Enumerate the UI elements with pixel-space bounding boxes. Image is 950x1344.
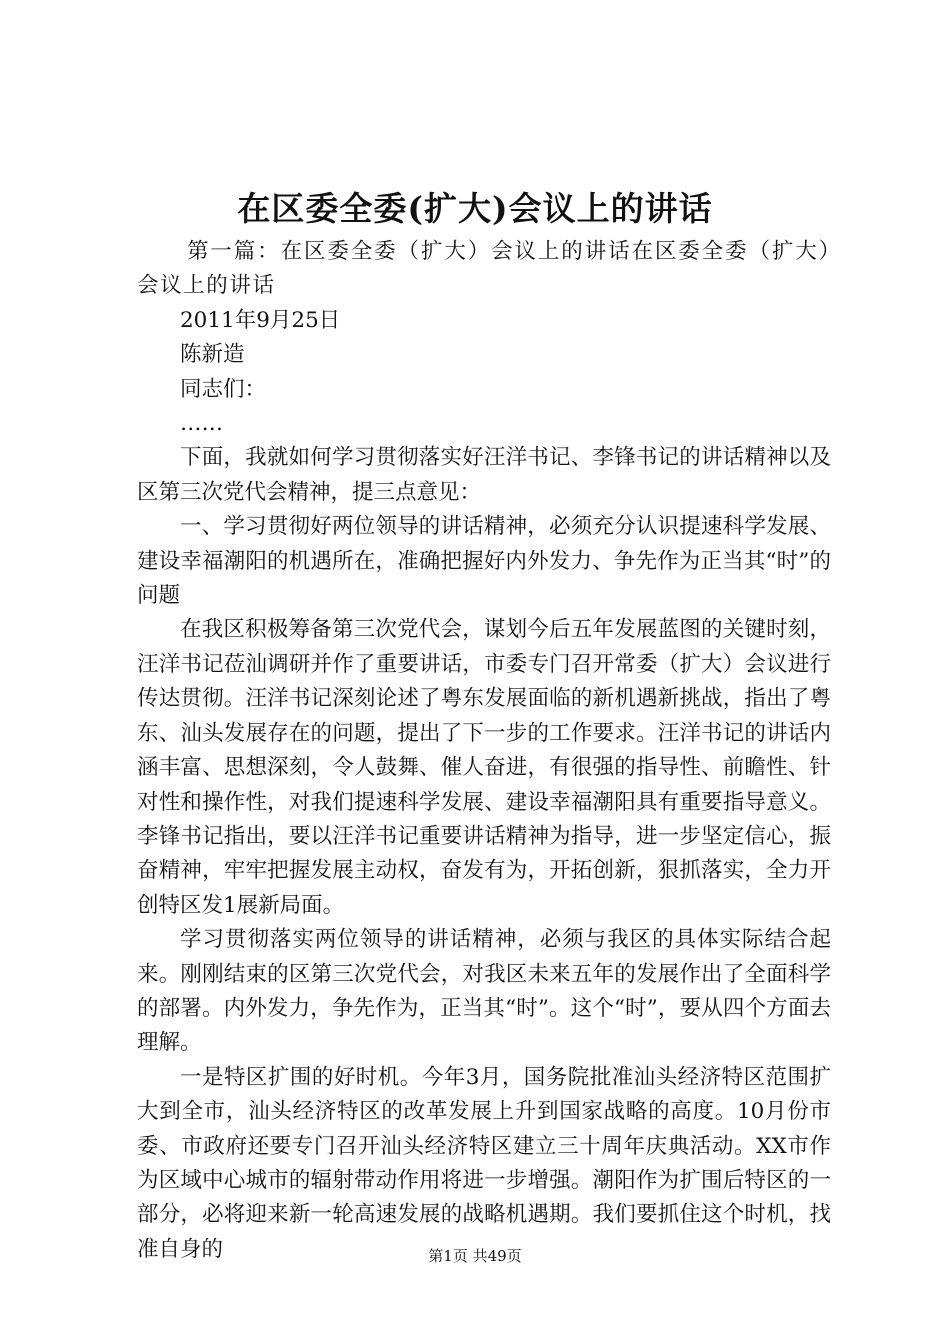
paragraph: 一、学习贯彻好两位领导的讲话精神，必须充分认识提速科学发展、建设幸福潮阳的机遇所在，准确把握好内外发力、争先作为正当其“时”的问题 (137, 514, 831, 609)
document-body (137, 235, 831, 1267)
salutation: 同志们： (180, 376, 267, 402)
document-title: 在区委全委(扩大)会议上的讲话 (237, 189, 713, 228)
paragraph: 在我区积极筹备第三次党代会，谋划今后五年发展蓝图的关键时刻，汪洋书记莅汕调研并作了重要讲话，市委专门召开常委（扩大）会议进行传达贯彻。汪洋书记深刻论述了粤东发展面临的新机遇新挑战，指出了粤东、汕头发展存在的问题，提出了下一步的工作要求。汪洋书记的讲话内涵丰富、思想深刻，令人鼓舞、催人奋进，有很强的指导性、前瞻性、针对性和操作性，对我们提速科学发展、建设幸福潮阳具有重要指导意义。李锋书记指出，要以汪洋书记重要讲话精神为指导，进一步坚定信心，振奋精神，牢牢把握发展主动权，奋发有为，开拓创新，狠抓落实，全力开创特区发1展新局面。 (137, 617, 831, 918)
ellipsis: …… (180, 411, 223, 437)
speaker-name: 陈新造 (180, 342, 245, 368)
paragraph: 下面，我就如何学习贯彻落实好汪洋书记、李锋书记的讲话精神以及区第三次党代会精神，提三点意见： (137, 445, 831, 505)
speech-date: 2011年9月25日 (180, 307, 341, 333)
intro-line: 第一篇：在区委全委（扩大）会议上的讲话在区委全委（扩大）会议上的讲话 (137, 239, 831, 299)
paragraph: 一是特区扩围的好时机。今年3月，国务院批准汕头经济特区范围扩大到全市，汕头经济特区的改革发展上升到国家战略的高度。10月份市委、市政府还要专门召开汕头经济特区建立三十周年庆典活动。XX市作为区域中心城市的辐射带动作用将进一步增强。潮阳作为扩围后特区的一部分，必将迎来新一轮高速发展的战略机遇期。我们要抓住这个时机，找准自身的 (137, 1064, 831, 1262)
page-footer: 第1页 共49页 (428, 1247, 522, 1265)
paragraph: 学习贯彻落实两位领导的讲话精神，必须与我区的具体实际结合起来。刚刚结束的区第三次党代会，对我区未来五年的发展作出了全面科学的部署。内外发力，争先作为，正当其“时”。这个“时”，要从四个方面去理解。 (137, 927, 831, 1056)
